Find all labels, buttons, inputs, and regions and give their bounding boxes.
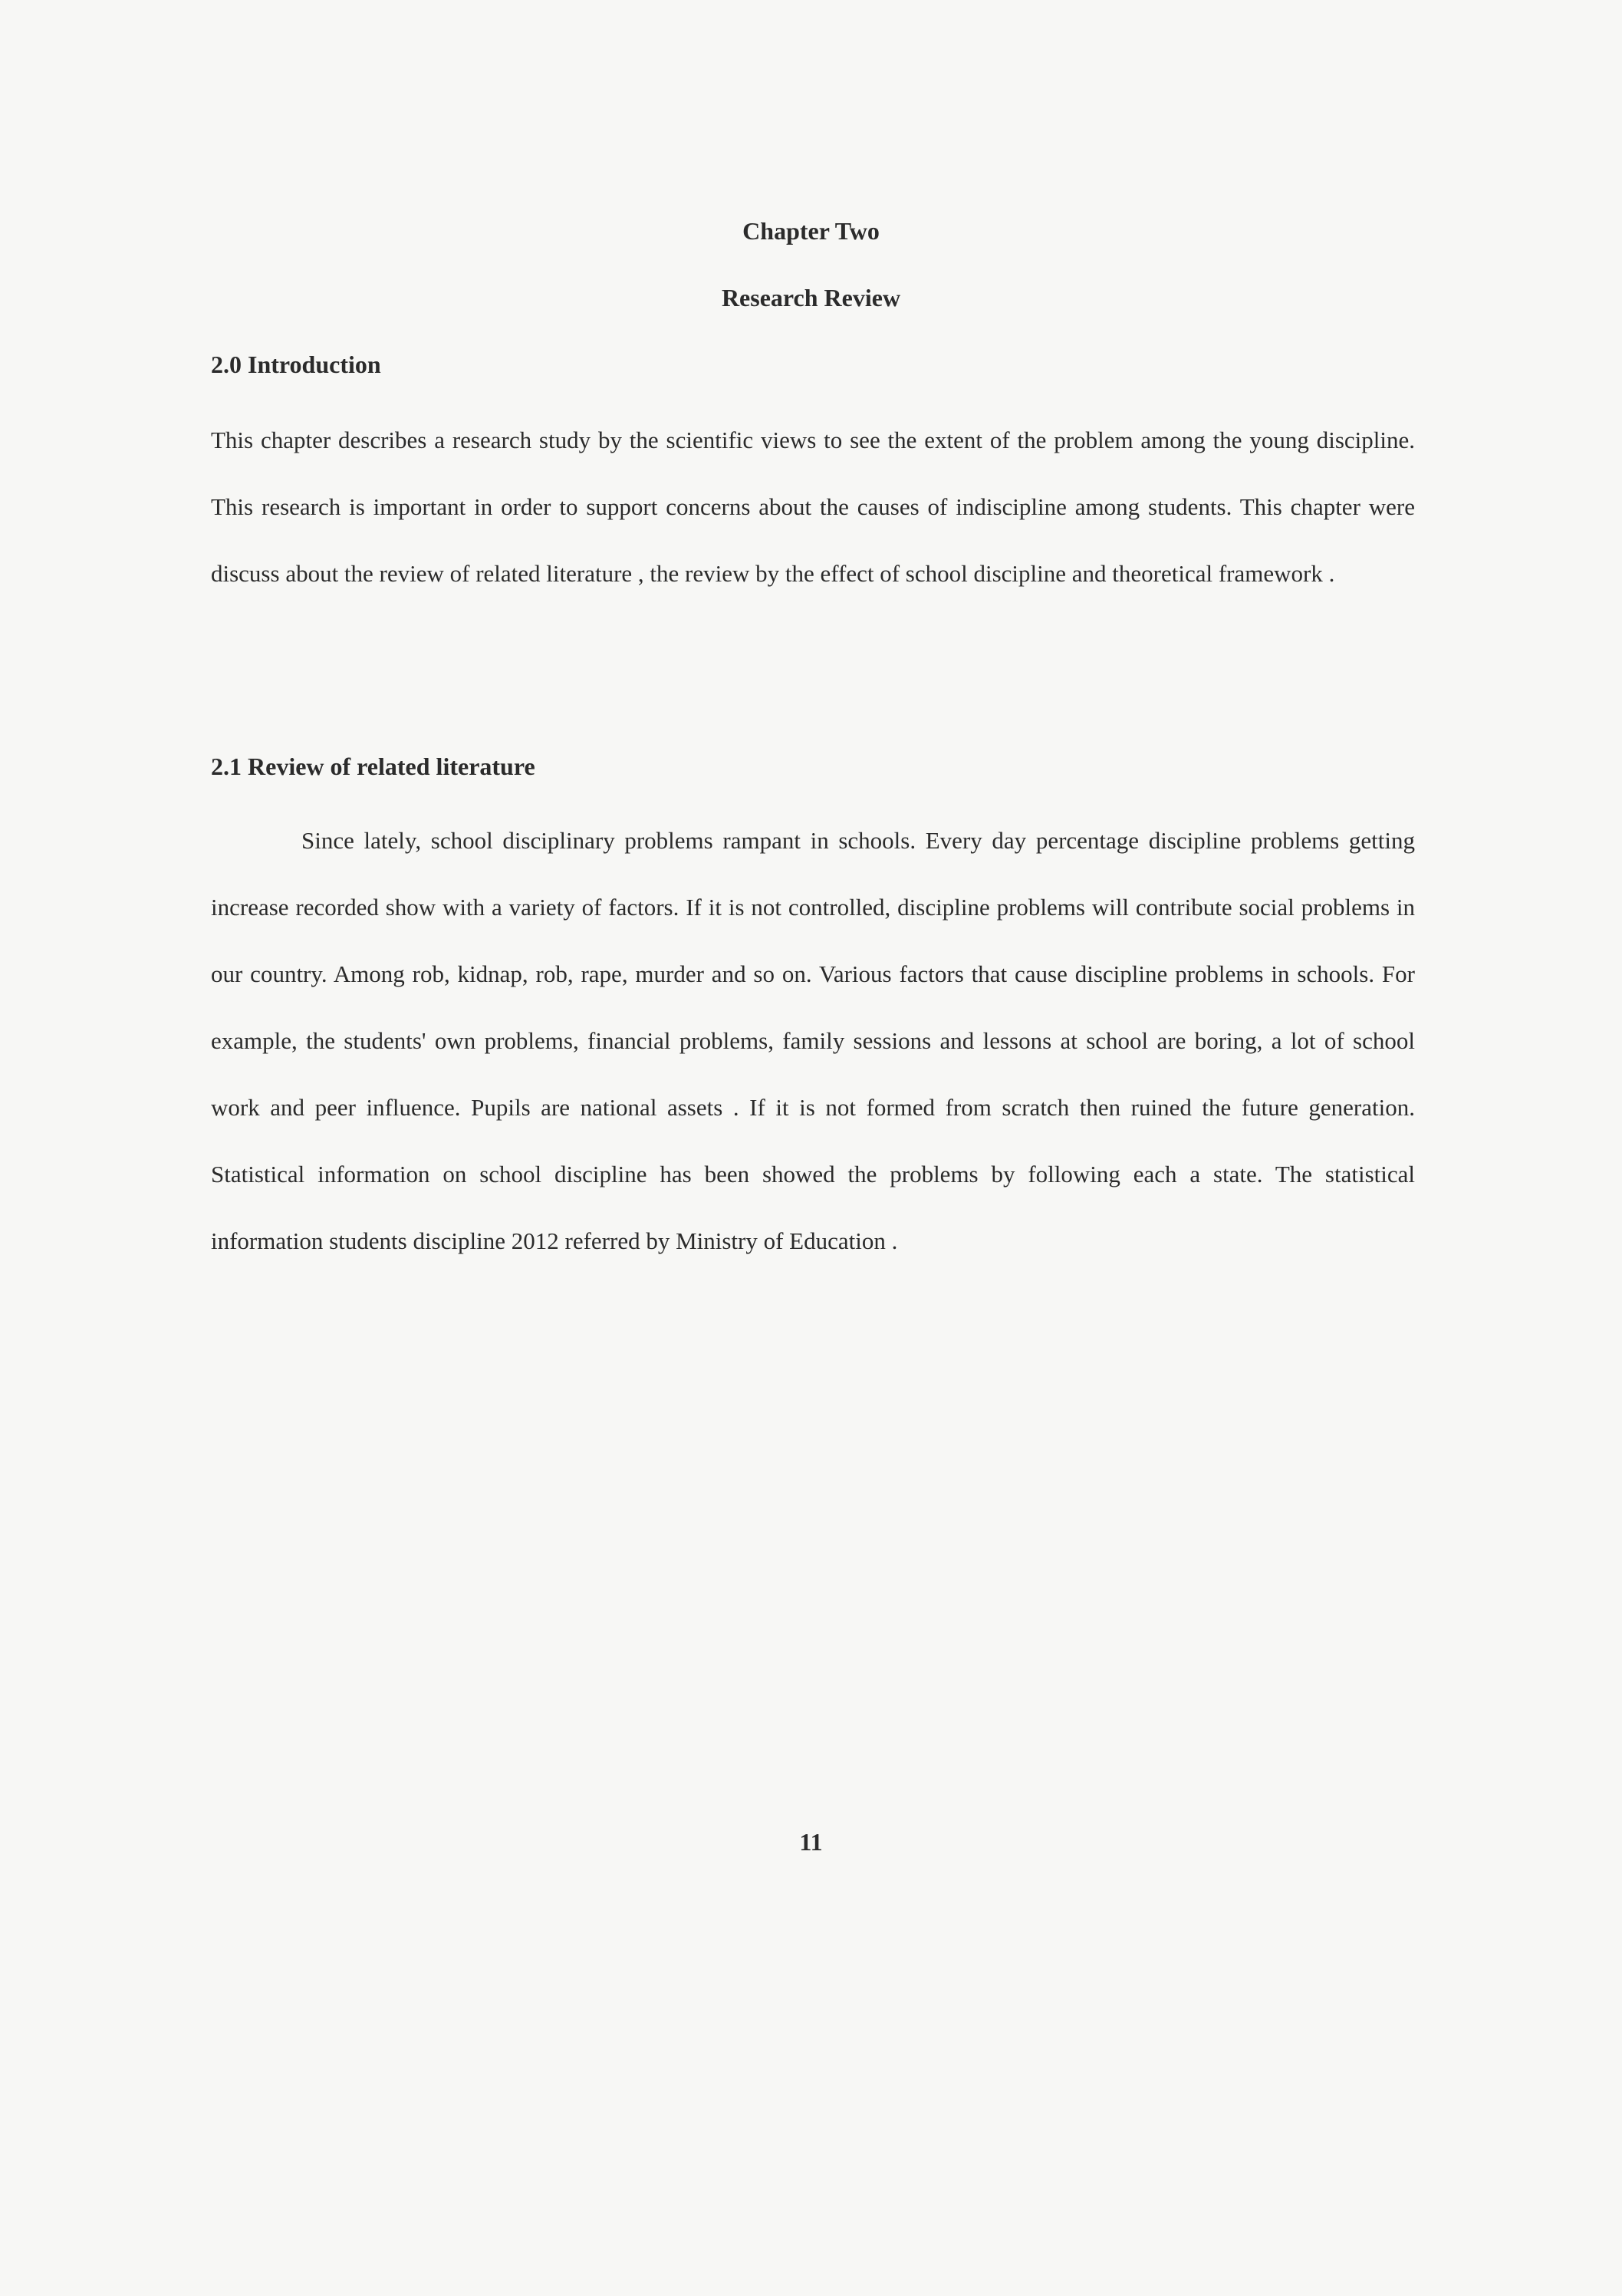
- page-number: 11: [799, 1828, 823, 1856]
- section-heading-introduction: 2.0 Introduction: [211, 351, 381, 378]
- literature-review-paragraph: Since lately, school disciplinary problems rampant in schools. Every day percentage discipline problems getting increase recorded show with a variety of factors. If it is not controlled, discipline problems will contribute social problems in our country. Among rob, kidnap, rob, rape, murder and so on. Various factors that cause discipline problems in schools. For example, the students' own problems, financial problems, family sessions and lessons at school are boring, a lot of school work and peer influence. Pupils are national assets . If it is not formed from scratch then ruined the future generation. Statistical information on school discipline has been showed the problems by following each a state. The statistical information students discipline 2012 referred by Ministry of Education .: [211, 827, 1415, 1254]
- chapter-subtitle: Research Review: [721, 284, 901, 311]
- chapter-title: Chapter Two: [742, 217, 880, 245]
- section-heading-literature-review: 2.1 Review of related literature: [211, 753, 535, 780]
- introduction-paragraph: This chapter describes a research study by the scientific views to see the extent of the problem among the young discipline. This research is important in order to support concerns about the causes of indiscipline among students. This chapter were discuss about the review of related literature , the review by the effect of school discipline and theoretical framework .: [211, 427, 1415, 587]
